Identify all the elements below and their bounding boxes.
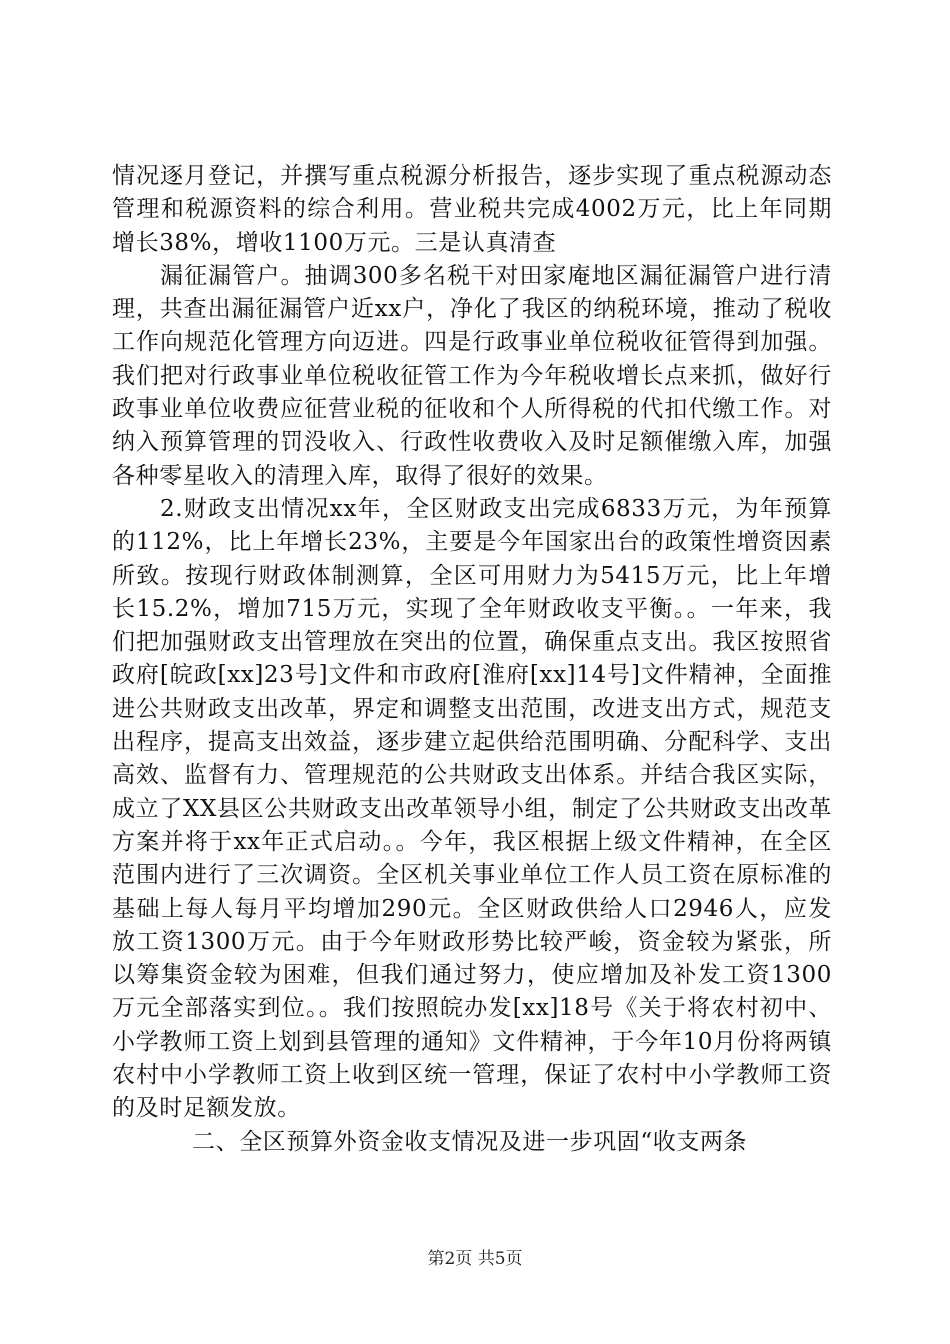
paragraph-fiscal-expenditure: 2.财政支出情况xx年，全区财政支出完成6833万元，为年预算的112%，比上年增长23%，主要是今年国家出台的政策性增资因素所致。按现行财政体制测算，全区可用财力为5415万元，比上年增长15.2%，增加715万元，实现了全年财政收支平衡。。一年来，我们把加强财政支出管理放在突出的位置，确保重点支出。我区按照省政府[皖政[xx]23号]文件和市政府[淮府[xx]14号]文件精神，全面推进公共财政支出改革，界定和调整支出范围，改进支出方式，规范支出程序，提高支出效益，逐步建立起供给范围明确、分配科学、支出高效、监督有力、管理规范的公共财政支出体系。并结合我区实际，成立了XX县区公共财政支出改革领导小组，制定了公共财政支出改革方案并将于xx年正式启动。。今年，我区根据上级文件精神，在全区范围内进行了三次调资。全区机关事业单位工作人员工资在原标准的基础上每人每月平均增加290元。全区财政供给人口2946人，应发放工资1300万元。由于今年财政形势比较严峻，资金较为紧张，所以筹集资金较为困难，但我们通过努力，使应增加及补发工资1300万元全部落实到位。。我们按照皖办发[xx]18号《关于将农村初中、小学教师工资上划到县管理的通知》文件精神，于今年10月份将两镇农村中小学教师工资上收到区统一管理，保证了农村中小学教师工资的及时足额发放。 bbox=[112, 495, 832, 1122]
paragraph-unregistered-households: 漏征漏管户。抽调300多名税干对田家庵地区漏征漏管户进行清理，共查出漏征漏管户近xx户，净化了我区的纳税环境，推动了税收工作向规范化管理方向迈进。四是行政事业单位税收征管得到加强。我们把对行政事业单位税收征管工作为今年税收增长点来抓，做好行政事业单位收费应征营业税的征收和个人所得税的代扣代缴工作。对纳入预算管理的罚没收入、行政性收费收入及时足额催缴入库，加强各种零星收入的清理入库，取得了很好的效果。 bbox=[112, 262, 832, 489]
paragraph-tax-source: 情况逐月登记，并撰写重点税源分析报告，逐步实现了重点税源动态管理和税源资料的综合利用。营业税共完成4002万元，比上年同期增长38%，增收1100万元。三是认真清查 bbox=[112, 163, 832, 256]
page-number-footer: 第2页 共5页 bbox=[427, 1249, 523, 1269]
section-heading-extrabudgetary: 二、全区预算外资金收支情况及进一步巩固“收支两条 bbox=[192, 1128, 748, 1155]
document-body bbox=[112, 160, 832, 1159]
